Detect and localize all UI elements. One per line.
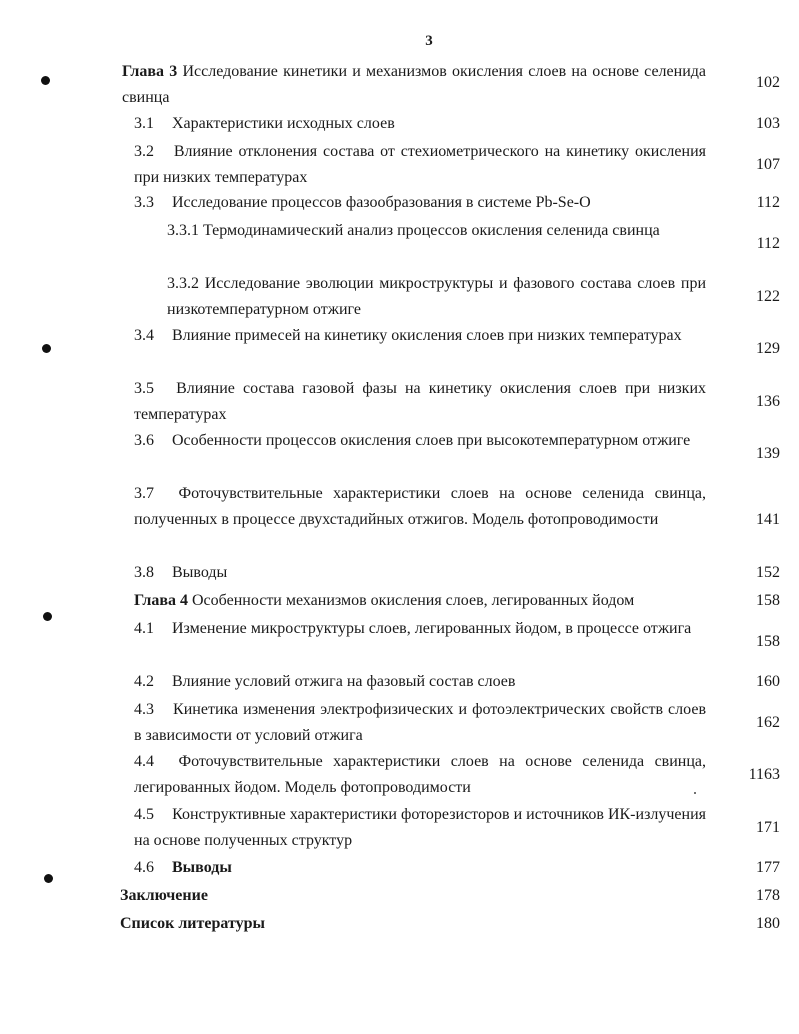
- entry-title: Характеристики исходных слоев: [172, 115, 395, 132]
- page-ref: 160: [756, 673, 780, 690]
- toc-chapter-4[interactable]: [134, 588, 780, 614]
- section-number: 3.5: [134, 380, 154, 397]
- section-number: 3.6: [134, 432, 154, 449]
- page-ref: 180: [756, 915, 780, 932]
- page-ref: 178: [756, 887, 780, 904]
- section-number: 3.3.2: [167, 275, 199, 292]
- entry-title: Термодинамический анализ процессов окисления селенида свинца: [203, 222, 660, 239]
- page-ref: 1163: [748, 766, 780, 783]
- punch-hole-mark: [43, 612, 52, 621]
- punch-hole-mark: [42, 344, 51, 353]
- page-ref: 158: [756, 592, 780, 609]
- entry-title: Фоточувствительные характеристики слоев на основе селенида свинца, полученных в процессе двухстадийных отжигов. Модель фотопроводимости: [134, 485, 707, 528]
- section-number: 3.1: [134, 115, 154, 132]
- toc-section-3-5[interactable]: [134, 376, 780, 428]
- entry-title: Список литературы: [120, 915, 265, 932]
- toc-section-3-7[interactable]: [134, 481, 780, 533]
- entry-title: Заключение: [120, 887, 208, 904]
- entry-title: Выводы: [172, 564, 228, 581]
- section-number: 4.3: [134, 701, 154, 718]
- entry-title: Влияние отклонения состава от стехиометрического на кинетику окисления при низких температурах: [134, 143, 706, 186]
- section-number: 4.1: [134, 620, 154, 637]
- page-ref: 139: [756, 445, 780, 462]
- entry-title: Влияние состава газовой фазы на кинетику окисления слоев при низких температурах: [134, 380, 707, 423]
- entry-title: Исследование эволюции микроструктуры и фазового состава слоев при низкотемпературном отжиге: [167, 275, 707, 318]
- page-ref: 136: [756, 393, 780, 410]
- section-number: 4.5: [134, 806, 154, 823]
- page-ref: 141: [756, 511, 780, 528]
- page-ref: 129: [756, 340, 780, 357]
- page-ref: 112: [756, 235, 780, 252]
- toc-section-4-4[interactable]: [134, 749, 780, 801]
- toc-section-4-2[interactable]: [134, 669, 780, 695]
- punch-hole-mark: [41, 76, 50, 85]
- entry-title: Конструктивные характеристики фоторезисторов и источников ИК-излучения на основе полученных структур: [134, 806, 707, 849]
- page-ref: 103: [756, 115, 780, 132]
- toc-conclusion[interactable]: [120, 883, 780, 909]
- section-number: 3.8: [134, 564, 154, 581]
- toc-section-4-6[interactable]: [134, 855, 780, 881]
- page-ref: 171: [756, 819, 780, 836]
- entry-title: Особенности процессов окисления слоев при высокотемпературном отжиге: [172, 432, 691, 449]
- entry-title: Исследование процессов фазообразования в системе Pb-Se-O: [172, 194, 591, 211]
- page-ref: 162: [756, 714, 780, 731]
- toc-section-3-1[interactable]: [134, 111, 780, 137]
- page-ref: 158: [756, 633, 780, 650]
- entry-title: Влияние примесей на кинетику окисления слоев при низких температурах: [172, 327, 682, 344]
- entry-title: Влияние условий отжига на фазовый состав слоев: [172, 673, 516, 690]
- page-ref: 177: [756, 859, 780, 876]
- toc-references[interactable]: [120, 911, 780, 937]
- punch-hole-mark: [44, 874, 53, 883]
- toc-section-3-3-1[interactable]: [167, 218, 780, 252]
- chapter-label: Глава 4: [134, 592, 188, 609]
- entry-title: Фоточувствительные характеристики слоев на основе селенида свинца, легированных йодом. Модель фотопроводимости: [134, 753, 707, 796]
- toc-section-3-6[interactable]: [134, 428, 780, 462]
- toc-section-3-8[interactable]: [134, 560, 780, 586]
- toc-section-3-2[interactable]: [134, 139, 780, 191]
- section-number: 3.7: [134, 485, 154, 502]
- page-ref: 152: [756, 564, 780, 581]
- chapter-label: Глава 3: [122, 63, 178, 80]
- section-number: 4.2: [134, 673, 154, 690]
- entry-title: Кинетика изменения электрофизических и фотоэлектрических свойств слоев в зависимости от условий отжига: [134, 701, 706, 744]
- entry-title: Изменение микроструктуры слоев, легированных йодом, в процессе отжига: [172, 620, 692, 637]
- toc-section-4-5[interactable]: [134, 802, 780, 854]
- page-ref: 102: [756, 74, 780, 91]
- section-number: 3.4: [134, 327, 154, 344]
- page-ref: 112: [756, 194, 780, 211]
- toc-section-4-1[interactable]: [134, 616, 780, 650]
- toc-section-3-3-2[interactable]: [167, 271, 780, 323]
- page-ref: 107: [756, 156, 780, 173]
- page-number: 3: [425, 33, 433, 49]
- page-ref: 122: [756, 288, 780, 305]
- entry-title: Исследование кинетики и механизмов окисления слоев на основе селенида свинца: [122, 63, 707, 106]
- section-number: 4.6: [134, 859, 154, 876]
- section-number: 3.2: [134, 143, 154, 160]
- section-number: 3.3: [134, 194, 154, 211]
- toc-section-4-3[interactable]: [134, 697, 780, 749]
- section-number: 4.4: [134, 753, 154, 770]
- section-number: 3.3.1: [167, 222, 199, 239]
- toc-chapter-3[interactable]: [122, 59, 780, 111]
- entry-title: Особенности механизмов окисления слоев, легированных йодом: [192, 592, 635, 609]
- toc-section-3-4[interactable]: [134, 323, 780, 357]
- toc-section-3-3[interactable]: [134, 190, 780, 216]
- entry-title: Выводы: [172, 859, 232, 876]
